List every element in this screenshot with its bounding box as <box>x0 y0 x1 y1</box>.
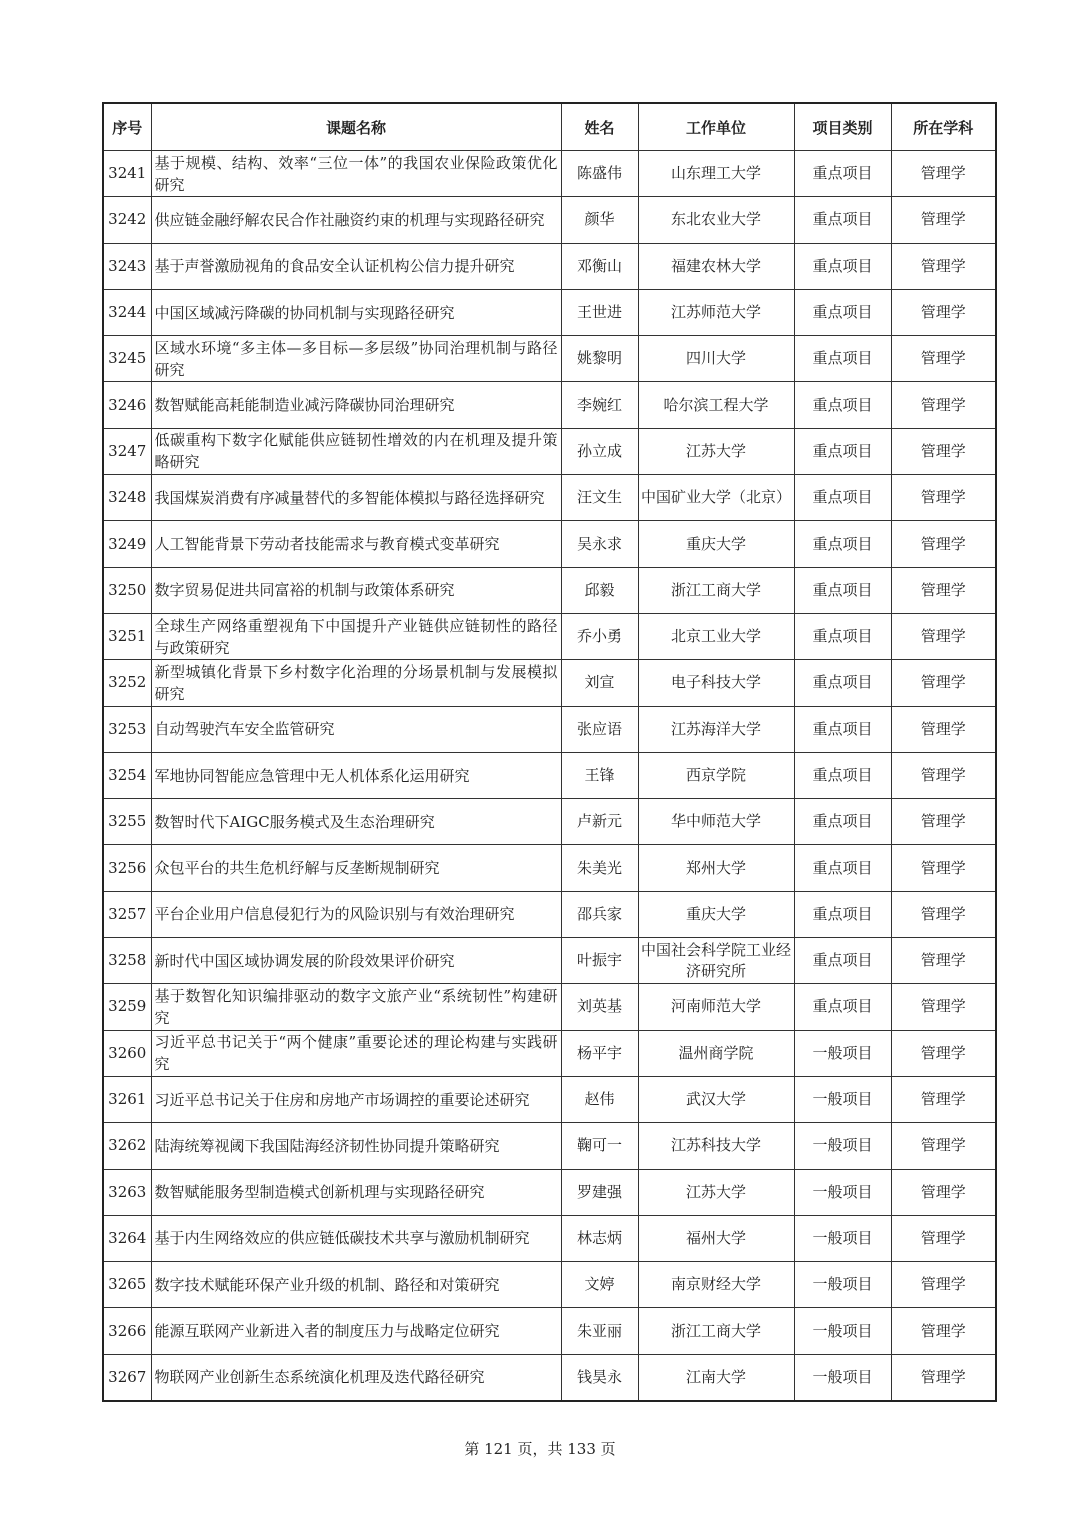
page-footer: 第 121 页，共 133 页 <box>464 1440 616 1458</box>
cell-name: 卢新元 <box>561 799 638 845</box>
cell-type: 重点项目 <box>794 706 891 752</box>
cell-subject: 管理学 <box>891 243 996 289</box>
cell-name: 钱昊永 <box>561 1354 638 1401</box>
cell-type: 重点项目 <box>794 891 891 937</box>
cell-name: 王世进 <box>561 289 638 335</box>
cell-name: 罗建强 <box>561 1169 638 1215</box>
cell-subject: 管理学 <box>891 938 996 984</box>
cell-subject: 管理学 <box>891 197 996 243</box>
cell-no: 3264 <box>103 1215 151 1261</box>
cell-type: 重点项目 <box>794 613 891 659</box>
cell-type: 一般项目 <box>794 1215 891 1261</box>
cell-no: 3257 <box>103 891 151 937</box>
cell-subject: 管理学 <box>891 891 996 937</box>
cell-title: 供应链金融纾解农民合作社融资约束的机理与实现路径研究 <box>151 197 561 243</box>
cell-subject: 管理学 <box>891 660 996 706</box>
cell-name: 姚黎明 <box>561 336 638 382</box>
cell-subject: 管理学 <box>891 521 996 567</box>
cell-no: 3255 <box>103 799 151 845</box>
cell-type: 重点项目 <box>794 567 891 613</box>
cell-type: 重点项目 <box>794 799 891 845</box>
project-table <box>102 102 997 1402</box>
cell-subject: 管理学 <box>891 289 996 335</box>
table-row <box>103 1215 996 1261</box>
cell-title: 众包平台的共生危机纾解与反垄断规制研究 <box>151 845 561 891</box>
cell-type: 重点项目 <box>794 289 891 335</box>
table-row <box>103 1123 996 1169</box>
cell-title: 自动驾驶汽车安全监管研究 <box>151 706 561 752</box>
cell-subject: 管理学 <box>891 1030 996 1076</box>
cell-name: 邓衡山 <box>561 243 638 289</box>
cell-title: 平台企业用户信息侵犯行为的风险识别与有效治理研究 <box>151 891 561 937</box>
table-row <box>103 891 996 937</box>
table-row <box>103 567 996 613</box>
cell-title: 习近平总书记关于住房和房地产市场调控的重要论述研究 <box>151 1076 561 1122</box>
header-no: 序号 <box>103 103 151 151</box>
cell-title: 数智时代下AIGC服务模式及生态治理研究 <box>151 799 561 845</box>
table-row <box>103 197 996 243</box>
cell-type: 重点项目 <box>794 660 891 706</box>
table-row <box>103 151 996 197</box>
cell-subject: 管理学 <box>891 706 996 752</box>
cell-subject: 管理学 <box>891 428 996 474</box>
cell-no: 3262 <box>103 1123 151 1169</box>
cell-subject: 管理学 <box>891 845 996 891</box>
cell-title: 军地协同智能应急管理中无人机体系化运用研究 <box>151 752 561 798</box>
cell-subject: 管理学 <box>891 382 996 428</box>
cell-name: 文婷 <box>561 1262 638 1308</box>
cell-subject: 管理学 <box>891 1123 996 1169</box>
cell-unit: 江苏师范大学 <box>638 289 794 335</box>
cell-type: 重点项目 <box>794 938 891 984</box>
cell-unit: 山东理工大学 <box>638 151 794 197</box>
cell-type: 一般项目 <box>794 1354 891 1401</box>
cell-title: 全球生产网络重塑视角下中国提升产业链供应链韧性的路径与政策研究 <box>151 613 561 659</box>
cell-no: 3261 <box>103 1076 151 1122</box>
cell-type: 重点项目 <box>794 845 891 891</box>
cell-type: 重点项目 <box>794 336 891 382</box>
cell-unit: 华中师范大学 <box>638 799 794 845</box>
cell-type: 重点项目 <box>794 752 891 798</box>
cell-unit: 江苏科技大学 <box>638 1123 794 1169</box>
cell-subject: 管理学 <box>891 336 996 382</box>
header-subject: 所在学科 <box>891 103 996 151</box>
cell-subject: 管理学 <box>891 752 996 798</box>
cell-subject: 管理学 <box>891 984 996 1030</box>
cell-subject: 管理学 <box>891 475 996 521</box>
header-name: 姓名 <box>561 103 638 151</box>
table-row <box>103 1308 996 1354</box>
cell-type: 重点项目 <box>794 475 891 521</box>
cell-unit: 江苏大学 <box>638 1169 794 1215</box>
cell-name: 朱亚丽 <box>561 1308 638 1354</box>
table-row <box>103 845 996 891</box>
header-row <box>103 103 996 151</box>
cell-title: 新型城镇化背景下乡村数字化治理的分场景机制与发展模拟研究 <box>151 660 561 706</box>
cell-type: 一般项目 <box>794 1030 891 1076</box>
cell-unit: 江苏海洋大学 <box>638 706 794 752</box>
table-row <box>103 706 996 752</box>
cell-no: 3267 <box>103 1354 151 1401</box>
table-row <box>103 243 996 289</box>
cell-unit: 江南大学 <box>638 1354 794 1401</box>
cell-name: 林志炳 <box>561 1215 638 1261</box>
cell-title: 新时代中国区域协调发展的阶段效果评价研究 <box>151 938 561 984</box>
cell-type: 重点项目 <box>794 382 891 428</box>
cell-title: 区域水环境“多主体—多目标—多层级”协同治理机制与路径研究 <box>151 336 561 382</box>
cell-type: 一般项目 <box>794 1262 891 1308</box>
cell-name: 朱美光 <box>561 845 638 891</box>
table-row <box>103 1169 996 1215</box>
cell-name: 李婉红 <box>561 382 638 428</box>
cell-no: 3248 <box>103 475 151 521</box>
cell-name: 吴永求 <box>561 521 638 567</box>
table-row <box>103 984 996 1030</box>
cell-unit: 东北农业大学 <box>638 197 794 243</box>
cell-no: 3254 <box>103 752 151 798</box>
cell-no: 3263 <box>103 1169 151 1215</box>
table-row <box>103 752 996 798</box>
cell-unit: 中国矿业大学（北京） <box>638 475 794 521</box>
cell-type: 一般项目 <box>794 1123 891 1169</box>
cell-no: 3259 <box>103 984 151 1030</box>
cell-no: 3244 <box>103 289 151 335</box>
cell-unit: 武汉大学 <box>638 1076 794 1122</box>
table-row <box>103 428 996 474</box>
table-row <box>103 1030 996 1076</box>
cell-unit: 福建农林大学 <box>638 243 794 289</box>
cell-name: 张应语 <box>561 706 638 752</box>
table-row <box>103 799 996 845</box>
cell-no: 3250 <box>103 567 151 613</box>
cell-no: 3245 <box>103 336 151 382</box>
cell-type: 一般项目 <box>794 1169 891 1215</box>
table-row <box>103 382 996 428</box>
header-type: 项目类别 <box>794 103 891 151</box>
table-row <box>103 938 996 984</box>
cell-no: 3252 <box>103 660 151 706</box>
cell-unit: 浙江工商大学 <box>638 1308 794 1354</box>
cell-name: 乔小勇 <box>561 613 638 659</box>
cell-unit: 河南师范大学 <box>638 984 794 1030</box>
cell-name: 鞠可一 <box>561 1123 638 1169</box>
cell-title: 数字贸易促进共同富裕的机制与政策体系研究 <box>151 567 561 613</box>
cell-title: 数字技术赋能环保产业升级的机制、路径和对策研究 <box>151 1262 561 1308</box>
cell-type: 重点项目 <box>794 428 891 474</box>
cell-type: 重点项目 <box>794 151 891 197</box>
cell-no: 3266 <box>103 1308 151 1354</box>
cell-no: 3265 <box>103 1262 151 1308</box>
cell-subject: 管理学 <box>891 1076 996 1122</box>
cell-title: 数智赋能服务型制造模式创新机理与实现路径研究 <box>151 1169 561 1215</box>
cell-no: 3249 <box>103 521 151 567</box>
cell-name: 邵兵家 <box>561 891 638 937</box>
cell-name: 汪文生 <box>561 475 638 521</box>
cell-title: 能源互联网产业新进入者的制度压力与战略定位研究 <box>151 1308 561 1354</box>
cell-title: 我国煤炭消费有序减量替代的多智能体模拟与路径选择研究 <box>151 475 561 521</box>
cell-no: 3242 <box>103 197 151 243</box>
cell-subject: 管理学 <box>891 151 996 197</box>
cell-title: 人工智能背景下劳动者技能需求与教育模式变革研究 <box>151 521 561 567</box>
cell-subject: 管理学 <box>891 1308 996 1354</box>
cell-name: 刘宣 <box>561 660 638 706</box>
cell-unit: 重庆大学 <box>638 521 794 567</box>
cell-no: 3251 <box>103 613 151 659</box>
cell-type: 一般项目 <box>794 1076 891 1122</box>
header-unit: 工作单位 <box>638 103 794 151</box>
cell-type: 一般项目 <box>794 1308 891 1354</box>
table-row <box>103 1076 996 1122</box>
cell-title: 低碳重构下数字化赋能供应链韧性增效的内在机理及提升策略研究 <box>151 428 561 474</box>
cell-name: 叶振宇 <box>561 938 638 984</box>
cell-title: 基于内生网络效应的供应链低碳技术共享与激励机制研究 <box>151 1215 561 1261</box>
cell-no: 3260 <box>103 1030 151 1076</box>
cell-no: 3243 <box>103 243 151 289</box>
cell-name: 赵伟 <box>561 1076 638 1122</box>
table-row <box>103 289 996 335</box>
cell-unit: 北京工业大学 <box>638 613 794 659</box>
cell-title: 陆海统筹视阈下我国陆海经济韧性协同提升策略研究 <box>151 1123 561 1169</box>
cell-title: 基于声誉激励视角的食品安全认证机构公信力提升研究 <box>151 243 561 289</box>
cell-type: 重点项目 <box>794 984 891 1030</box>
cell-subject: 管理学 <box>891 1169 996 1215</box>
table-row <box>103 475 996 521</box>
cell-name: 陈盛伟 <box>561 151 638 197</box>
cell-no: 3253 <box>103 706 151 752</box>
cell-subject: 管理学 <box>891 1262 996 1308</box>
cell-unit: 郑州大学 <box>638 845 794 891</box>
cell-subject: 管理学 <box>891 613 996 659</box>
cell-no: 3241 <box>103 151 151 197</box>
cell-title: 中国区域减污降碳的协同机制与实现路径研究 <box>151 289 561 335</box>
table-row <box>103 660 996 706</box>
cell-unit: 重庆大学 <box>638 891 794 937</box>
cell-title: 习近平总书记关于“两个健康”重要论述的理论构建与实践研究 <box>151 1030 561 1076</box>
table-row <box>103 1354 996 1401</box>
cell-name: 杨平宇 <box>561 1030 638 1076</box>
table-row <box>103 1262 996 1308</box>
table-row <box>103 336 996 382</box>
cell-subject: 管理学 <box>891 1354 996 1401</box>
cell-subject: 管理学 <box>891 567 996 613</box>
cell-name: 颜华 <box>561 197 638 243</box>
cell-unit: 江苏大学 <box>638 428 794 474</box>
cell-type: 重点项目 <box>794 243 891 289</box>
table-row <box>103 521 996 567</box>
cell-title: 基于规模、结构、效率“三位一体”的我国农业保险政策优化研究 <box>151 151 561 197</box>
cell-type: 重点项目 <box>794 521 891 567</box>
header-title: 课题名称 <box>151 103 561 151</box>
cell-name: 孙立成 <box>561 428 638 474</box>
cell-unit: 福州大学 <box>638 1215 794 1261</box>
cell-unit: 电子科技大学 <box>638 660 794 706</box>
cell-unit: 哈尔滨工程大学 <box>638 382 794 428</box>
table-row <box>103 613 996 659</box>
cell-type: 重点项目 <box>794 197 891 243</box>
cell-unit: 西京学院 <box>638 752 794 798</box>
cell-unit: 中国社会科学院工业经济研究所 <box>638 938 794 984</box>
cell-name: 邱毅 <box>561 567 638 613</box>
cell-name: 刘英基 <box>561 984 638 1030</box>
cell-name: 王锋 <box>561 752 638 798</box>
cell-unit: 浙江工商大学 <box>638 567 794 613</box>
cell-subject: 管理学 <box>891 799 996 845</box>
cell-no: 3246 <box>103 382 151 428</box>
cell-title: 物联网产业创新生态系统演化机理及迭代路径研究 <box>151 1354 561 1401</box>
cell-no: 3247 <box>103 428 151 474</box>
cell-title: 基于数智化知识编排驱动的数字文旅产业“系统韧性”构建研究 <box>151 984 561 1030</box>
cell-subject: 管理学 <box>891 1215 996 1261</box>
cell-unit: 南京财经大学 <box>638 1262 794 1308</box>
cell-title: 数智赋能高耗能制造业减污降碳协同治理研究 <box>151 382 561 428</box>
cell-unit: 四川大学 <box>638 336 794 382</box>
cell-unit: 温州商学院 <box>638 1030 794 1076</box>
cell-no: 3258 <box>103 938 151 984</box>
cell-no: 3256 <box>103 845 151 891</box>
